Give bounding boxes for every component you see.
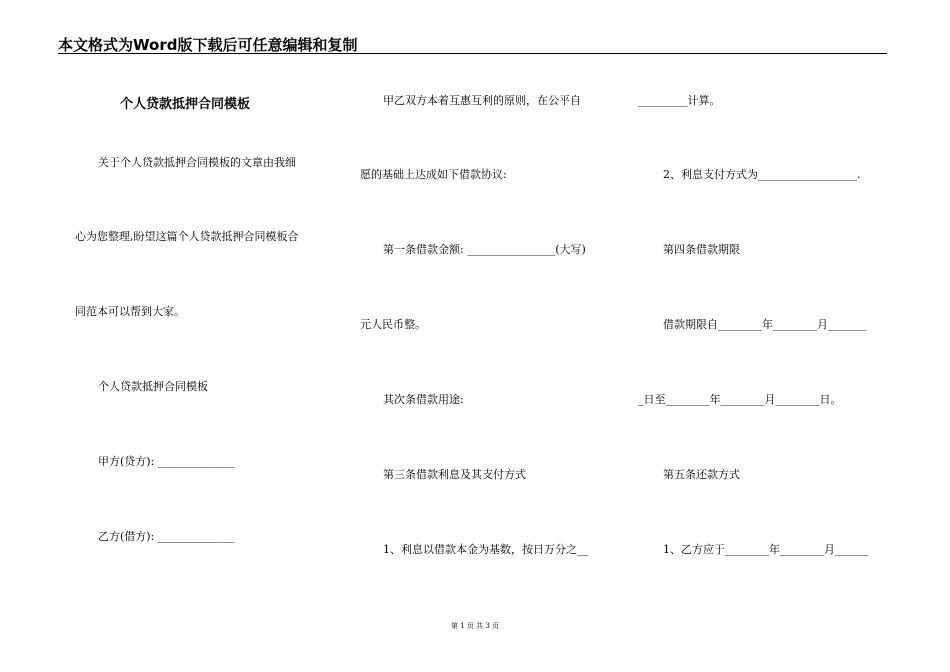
clause-5-line: 第五条还款方式 (663, 468, 740, 481)
paragraph-line: 关于个人贷款抵押合同模板的文章由我细 (98, 156, 296, 169)
document-title: 个人贷款抵押合同模板 (120, 97, 251, 112)
paragraph-line: 心为您整理,盼望这篇个人贷款抵押合同模板合 (75, 230, 299, 243)
paragraph-line: 借款期限自________年________月_______ (663, 318, 867, 331)
clause-1-line: 第一条借款金额: ________________(大写) (383, 243, 586, 256)
paragraph-line: 元人民币整。 (360, 318, 426, 331)
paragraph-line: 1、乙方应于________年________月______ (663, 543, 868, 556)
party-b-line: 乙方(借方): ______________ (98, 530, 235, 543)
document-header: 本文格式为Word版下载后可任意编辑和复制 (58, 36, 358, 54)
header-rule (58, 53, 887, 54)
paragraph-line: _________计算。 (638, 94, 721, 107)
paragraph-line: _日至________年________月________日。 (638, 393, 842, 406)
clause-2-line: 其次条借款用途: (383, 393, 464, 406)
paragraph-line: 1、利息以借款本金为基数，按日万分之__ (383, 543, 588, 556)
paragraph-line: 甲乙双方本着互惠互利的原则，在公平自 (383, 94, 581, 107)
page-number: 第 1 页 共 3 页 (450, 622, 500, 630)
clause-3-line: 第三条借款利息及其支付方式 (383, 468, 526, 481)
paragraph-line: 同范本可以帮到大家。 (75, 305, 185, 318)
paragraph-line: 愿的基础上达成如下借款协议: (360, 168, 507, 181)
subtitle-line: 个人贷款抵押合同模板 (98, 380, 208, 393)
party-a-line: 甲方(贷方): ______________ (98, 455, 235, 468)
paragraph-line: 2、利息支付方式为__________________. (663, 168, 861, 181)
clause-4-line: 第四条借款期限 (663, 243, 740, 256)
